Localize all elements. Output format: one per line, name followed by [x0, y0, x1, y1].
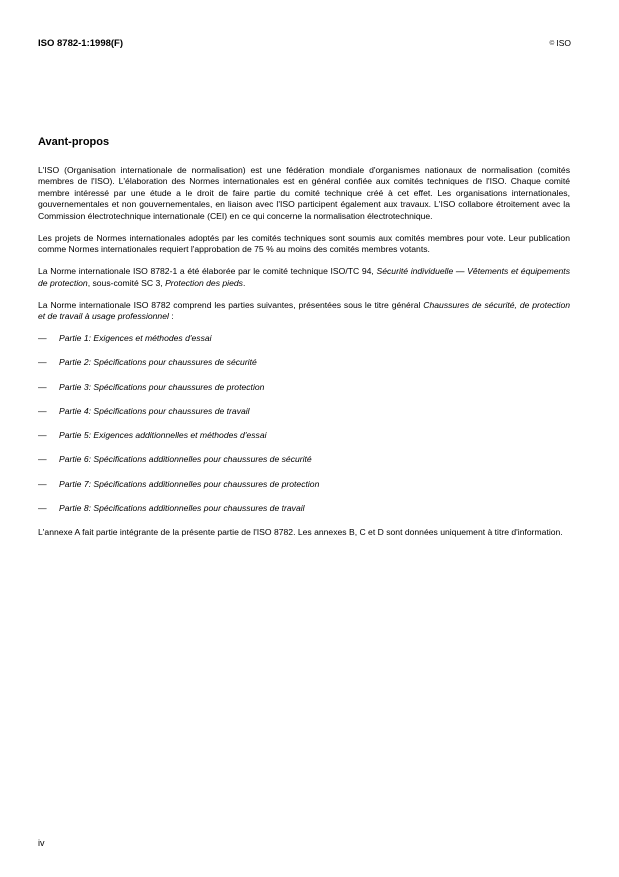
dash-marker: —: [38, 357, 47, 368]
paragraph-committee: [38, 266, 570, 289]
subcommittee-title: Protection des pieds: [165, 277, 243, 288]
part-title: Partie 2: Spécifications pour chaussures de sécurité: [59, 357, 257, 368]
list-item: [38, 454, 570, 466]
dash-marker: —: [38, 430, 47, 441]
copyright-icon: ©: [549, 40, 555, 47]
copyright-notice: [550, 38, 571, 48]
subcommittee-text: , sous-comité SC 3,: [87, 277, 163, 288]
list-item: [38, 357, 570, 369]
paragraph-parts-intro: [38, 300, 570, 323]
copyright-owner: ISO: [556, 38, 571, 48]
committee-text: La Norme internationale ISO 8782-1 a été élaborée par le comité technique ISO/TC 94,: [38, 266, 374, 276]
part-title: Partie 5: Exigences additionnelles et méthodes d'essai: [59, 430, 267, 441]
dash-marker: —: [38, 503, 47, 514]
dash-marker: —: [38, 454, 47, 465]
foreword-section: [38, 137, 570, 549]
committee-title: Sécurité individuelle — Vêtements et équipements de protection: [38, 266, 570, 288]
part-title: Partie 6: Spécifications additionnelles pour chaussures de sécurité: [59, 454, 312, 465]
parts-intro-text: La Norme internationale ISO 8782 comprend les parties suivantes, présentées sous le titre général: [38, 299, 421, 310]
dash-marker: —: [38, 381, 47, 392]
part-title: Partie 7: Spécifications additionnelles pour chaussures de protection: [59, 478, 320, 489]
general-title: Chaussures de sécurité, de protection et de travail à usage professionnel: [38, 299, 571, 321]
list-item: [38, 333, 570, 345]
list-item: [38, 430, 570, 442]
list-item: [38, 382, 570, 394]
paragraph-voting: Les projets de Normes internationales adoptés par les comités techniques sont soumis aux comités membres pour vote. Leur publication comme Normes internationales requiert l'approbation de 75 % au moins des comités membres votants.: [38, 232, 570, 254]
parts-intro-colon: :: [168, 311, 174, 321]
dash-marker: —: [38, 333, 47, 343]
part-title: Partie 1: Exigences et méthodes d'essai: [59, 333, 212, 343]
paragraph-iso-intro: L'ISO (Organisation internationale de normalisation) est une fédération mondiale d'organismes nationaux de normalisation (comités membres de l'ISO). L'élaboration des Normes internationales est en général confiée aux comités techniques de l'ISO. Chaque comité membre intéressé par une étude a le droit de faire partie du comité technique créé à cet effet. Les organisations internationales, gouvernementales et non gouvernementales, en liaison avec l'ISO participent également aux travaux. L'ISO collabore étroitement avec la Commission électrotechnique internationale (CEI) en ce qui concerne la normalisation électrotechnique.: [38, 164, 570, 221]
committee-period: .: [242, 277, 246, 288]
document-id: ISO 8782-1:1998(F): [38, 38, 124, 49]
page-number: iv: [38, 838, 45, 848]
dash-marker: —: [38, 405, 47, 416]
list-item: [38, 406, 570, 418]
section-title: Avant-propos: [38, 136, 110, 148]
list-item: [38, 479, 570, 491]
part-title: Partie 4: Spécifications pour chaussures de travail: [59, 405, 250, 416]
part-title: Partie 8: Spécifications additionnelles pour chaussures de travail: [59, 503, 305, 514]
dash-marker: —: [38, 478, 47, 489]
parts-list: [38, 333, 570, 515]
list-item: [38, 503, 570, 515]
paragraph-annexes: L'annexe A fait partie intégrante de la présente partie de l'ISO 8782. Les annexes B, C et D sont données uniquement à titre d'information.: [38, 527, 563, 538]
part-title: Partie 3: Spécifications pour chaussures de protection: [59, 381, 265, 392]
